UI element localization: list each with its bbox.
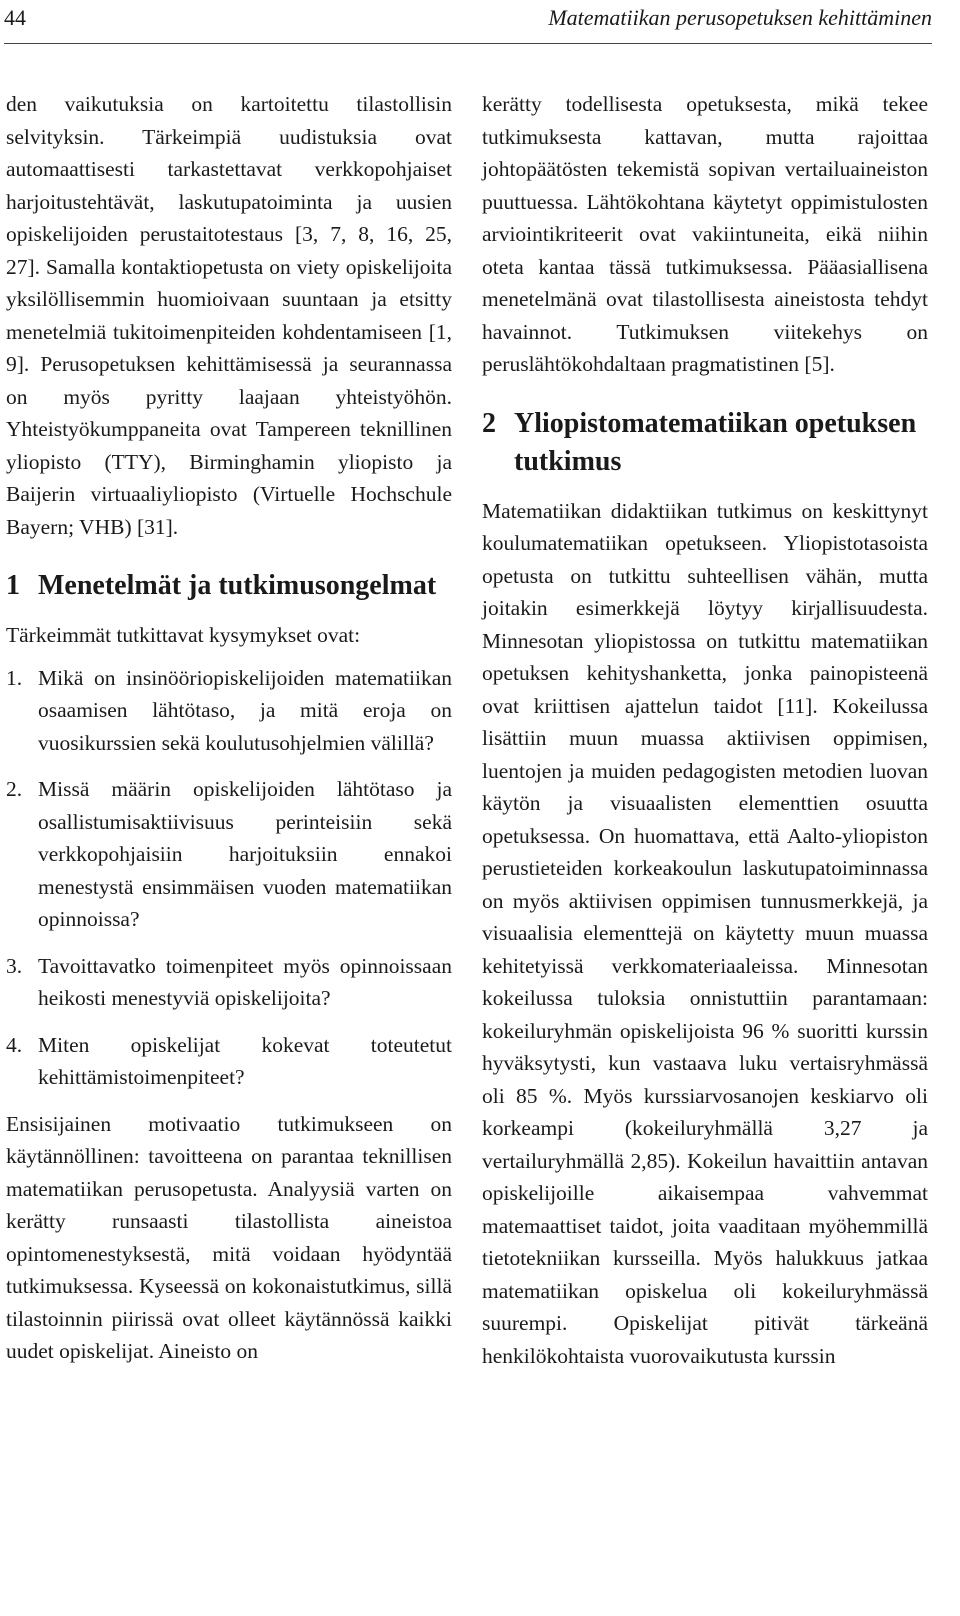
questions-intro: Tärkeimmät tutkittavat kysymykset ovat: xyxy=(6,623,361,647)
body-paragraph: Matematiikan didaktiikan tutkimus on keskittynyt koulumatematiikan opetukseen. Yliopistotasoista opetusta on tutkittu suhteellisen vähän, mutta joitakin esimerkkejä löytyy kirjallisuudesta. Minnesotan yliopistossa on tutkittu matematiikan opetuksen kehityshanketta, jonka painopisteenä ovat kriittisen ajattelun taidot [11]. Kokeilussa lisättiin muun muassa aktiivisen oppimisen, luentojen ja muiden pedagogisten metodien luovan käytön ja visuaalisten elementtien osuutta opetuksessa. On huomattava, että Aalto-yliopiston perustieteiden korkeakoulun laskutupatoiminnassa on myös aktiivisen oppimisen tunnusmerkkejä, ja visuaalisia elementtejä on käytetty muun muassa kehitetyissä verkkomateriaaleissa. Minnesotan kokeilussa tuloksia onnistuttiin parantamaan: kokeiluryhmän opiskelijoista 96 % suoritti kurssin hyväksytysti, kun vastaava luku vertaisryhmässä oli 85 %. Myös kurssiarvosanojen keskiarvo oli korkeampi (kokeiluryhmällä 3,27 ja vertailuryhmällä 2,85). Kokeilun havaittiin antavan opiskelijoille aikaisempaa vahvemmat matemaattiset taidot, joita vaaditaan myöhemmillä tietotekniikan kursseilla. Myös halukkuus jatkaa matematiikan opiskelua oli kokeiluryhmässä suurempi. Opiskelijat pitivät tärkeänä henkilökohtaista vuorovaikutusta kurssin xyxy=(482,498,928,1368)
list-item-number: 1. xyxy=(6,665,23,690)
left-column xyxy=(6,88,452,1368)
list-item xyxy=(6,1029,452,1094)
section-heading xyxy=(482,405,928,481)
list-item-text: Tavoittavatko toimenpiteet myös opinnoissaan heikosti menestyviä opiskelijoita? xyxy=(38,953,452,1010)
running-title: Matematiikan perusopetuksen kehittäminen xyxy=(548,5,932,30)
page-number: 44 xyxy=(4,5,26,30)
section-title: Menetelmät ja tutkimusongelmat xyxy=(38,570,437,601)
header-rule xyxy=(4,43,932,44)
body-paragraph: den vaikutuksia on kartoitettu tilastollisin selvityksin. Tärkeimpiä uudistuksia ovat automaattisesti tarkastettavat verkkopohjaiset harjoitustehtävät, laskutupatoiminta ja uusien opiskelijoiden perustaitotestaus [3, 7, 8, 16, 25, 27]. Samalla kontaktiopetusta on viety opiskelijoita yksilöllisemmin huomioivaan suuntaan ja etsitty menetelmiä tukitoimenpiteiden kohdentamiseen [1, 9]. Perusopetuksen kehittämisessä ja seurannassa on myös pyritty laajaan yhteistyöhön. Yhteistyökumppaneita ovat Tampereen teknillinen yliopisto (TTY), Birminghamin yliopisto ja Baijerin virtuaaliyliopisto (Virtuelle Hochschule Bayern; VHB) [31]. xyxy=(6,92,452,539)
section-title: Yliopistomatematiikan opetuksen tutkimus xyxy=(514,407,917,477)
list-item xyxy=(6,950,452,1015)
section-number: 2 xyxy=(482,407,496,439)
question-list xyxy=(6,662,452,1094)
list-item-number: 3. xyxy=(6,953,23,978)
section-heading xyxy=(6,567,452,605)
body-paragraph: Ensisijainen motivaatio tutkimukseen on käytännöllinen: tavoitteena on parantaa teknillisen matematiikan perusopetusta. Analyysiä varten on kerätty runsaasti tilastollista aineistoa opintomenestyksestä, mitä voidaan hyödyntää tutkimuksessa. Kyseessä on kokonaistutkimus, sillä tilastoinnin piirissä ovat olleet käytännössä kaikki uudet opiskelijat. Aineisto on xyxy=(6,1111,452,1363)
list-item-number: 2. xyxy=(6,777,23,801)
list-item-text: Missä määrin opiskelijoiden lähtötaso ja osallistumisaktiivisuus perinteisiin sekä verkkopohjaisiin harjoituksiin ennakoi menestystä ensimmäisen vuoden matematiikan opinnoissa? xyxy=(38,777,452,931)
right-column xyxy=(482,88,928,1372)
list-item xyxy=(6,773,452,936)
list-item-text: Mikä on insinööriopiskelijoiden matematiikan osaamisen lähtötaso, ja mitä eroja on vuosikurssien sekä koulutusohjelmien välillä? xyxy=(38,665,452,755)
list-item xyxy=(6,662,452,760)
section-number: 1 xyxy=(6,570,20,601)
running-header xyxy=(4,2,932,34)
body-paragraph: kerätty todellisesta opetuksesta, mikä tekee tutkimuksesta kattavan, mutta rajoittaa johtopäätösten tekemistä sopivan vertailuaineiston puuttuessa. Lähtökohtana käytetyt oppimistulosten arviointikriteerit ovat vakiintuneita, eikä niihin oteta kantaa tässä tutkimuksessa. Pääasiallisena menetelmänä ovat tilastollisesta aineistosta tehdyt havainnot. Tutkimuksen viitekehys on peruslähtökohdaltaan pragmatistinen [5]. xyxy=(482,92,928,376)
list-item-text: Miten opiskelijat kokevat toteutetut kehittämistoimenpiteet? xyxy=(38,1032,452,1089)
list-item-number: 4. xyxy=(6,1032,23,1057)
